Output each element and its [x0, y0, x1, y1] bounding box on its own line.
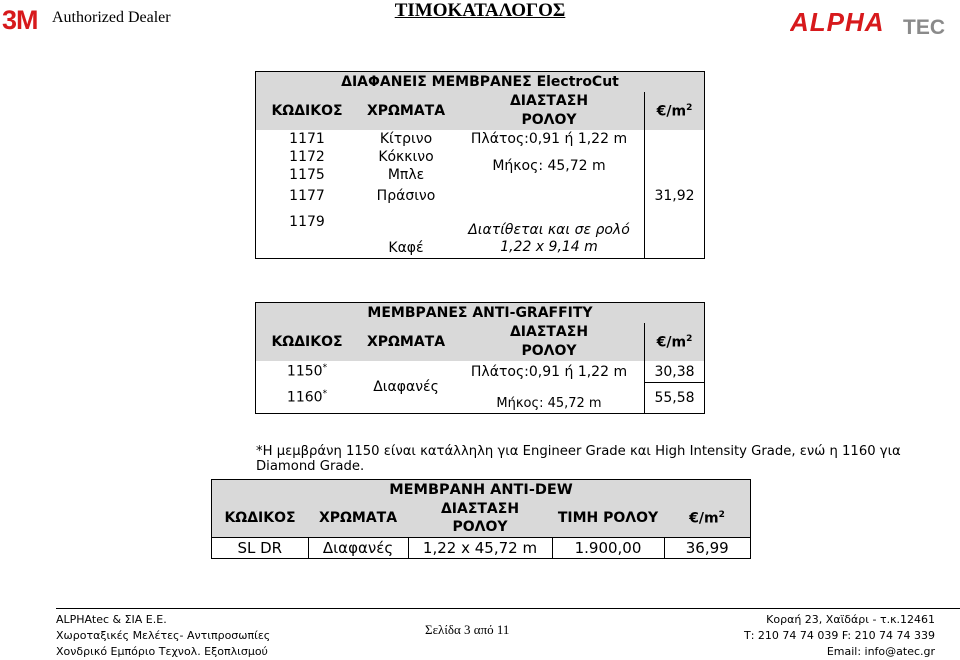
roll-length: Μήκος: 45,72 m: [492, 158, 606, 174]
color-value: Διαφανές: [358, 361, 454, 413]
col-price-header: $€/m^2$: [645, 323, 705, 361]
footnote: *Η μεμβράνη 1150 είναι κατάλληλη για Engineer Grade και High Intensity Grade, ενώ η 1160 για Diamond Grade.: [256, 444, 901, 474]
col-color-header: ΧΡΩΜΑΤΑ: [366, 334, 446, 350]
col-dim-header: ΔΙΑΣΤΑΣΗ ΡΟΛΟΥ: [440, 501, 520, 535]
table-row: SL DR Διαφανές 1,22 x 45,72 m 1.900,00 36,99: [212, 538, 751, 559]
footer-company-info: ALPHAtec & ΣΙΑ Ε.Ε. Χωροταξικές Μελέτες- Αντιπροσωπίες Χονδρικό Εμπόριο Τεχνολ. Εξοπλισμού: [56, 613, 271, 658]
roll-length: Μήκος: 45,72 m: [454, 383, 645, 414]
roll-width: Πλάτος:0,91 ή 1,22 m: [470, 363, 628, 380]
table-row: 1172 Κόκκινο Μήκος: 45,72 m: [256, 148, 705, 166]
authorized-dealer-text: Authorized Dealer: [52, 9, 171, 26]
price-value: 30,38: [645, 361, 705, 383]
col-dim-sub-header: ΡΟΛΟΥ: [521, 112, 577, 128]
col-roll-price-header: ΤΙΜΗ ΡΟΛΟΥ: [557, 510, 659, 526]
table-title: ΔΙΑΦΑΝΕΙΣ ΜΕΜΒΡΑΝΕΣ ElectroCut: [256, 72, 705, 93]
anti-graffity-table: [255, 302, 705, 414]
svg-text:ALPHA: ALPHA: [790, 7, 885, 37]
col-price-header: $€/m^2$: [645, 92, 705, 130]
table-row: 1150* Διαφανές Πλάτος:0,91 ή 1,22 m 30,38: [256, 361, 705, 383]
anti-dew-table: [211, 479, 751, 559]
table-row: 1177 Πράσινο 31,92: [256, 184, 705, 208]
col-price-header: $€/m^2$: [664, 499, 751, 538]
roll-width: Πλάτος:0,91 ή 1,22 m: [470, 131, 628, 147]
table-row: 1179 Καφέ Διατίθεται και σε ρολό 1,22 x 9,14 m: [256, 208, 705, 259]
col-dim-header: ΔΙΑΣΤΑΣΗ: [509, 93, 589, 109]
phones: Τ: 210 74 74 039 F: 210 74 74 339: [744, 629, 936, 642]
footer-contact-info: [744, 612, 935, 660]
col-dim-sub-header: ΡΟΛΟΥ: [521, 343, 577, 359]
table-title: ΜΕΜΒΡΑΝΕΣ ANTI-GRAFFITY: [256, 303, 705, 324]
electrocut-table: [255, 71, 705, 259]
price-value: 31,92: [645, 184, 705, 208]
alt-roll-note: Διατίθεται και σε ρολό 1,22 x 9,14 m: [454, 208, 645, 259]
svg-text:3M: 3M: [2, 5, 38, 33]
col-color-header: ΧΡΩΜΑΤΑ: [318, 510, 398, 526]
col-dim-header: ΔΙΑΣΤΑΣΗ: [509, 324, 589, 340]
col-color-header: ΧΡΩΜΑΤΑ: [366, 103, 446, 119]
svg-text:TEC: TEC: [903, 16, 945, 37]
alphatec-logo: [790, 7, 958, 37]
address: Κοραή 23, Χαϊδάρι - τ.κ.12461: [766, 613, 936, 626]
company-name: ALPHAtec & ΣΙΑ Ε.Ε.: [56, 613, 167, 626]
table-row: 1160* Μήκος: 45,72 m 55,58: [256, 383, 705, 414]
table-row: 1171 Κίτρινο Πλάτος:0,91 ή 1,22 m: [256, 130, 705, 148]
page-number: Σελίδα 3 από 11: [425, 622, 510, 637]
col-code-header: ΚΩΔΙΚΟΣ: [256, 323, 359, 361]
table-row: 1175 Μπλε: [256, 166, 705, 184]
email: Email: info@atec.gr: [826, 645, 936, 658]
col-code-header: ΚΩΔΙΚΟΣ: [256, 92, 359, 130]
table-title: ΜΕΜΒΡΑΝΗ ANTI-DEW: [212, 480, 751, 500]
footer-divider: [56, 608, 960, 609]
price-value: 55,58: [645, 383, 705, 414]
col-code-header: ΚΩΔΙΚΟΣ: [212, 499, 309, 538]
page-title: ΤΙΜΟΚΑΤΑΛΟΓΟΣ: [394, 0, 566, 21]
